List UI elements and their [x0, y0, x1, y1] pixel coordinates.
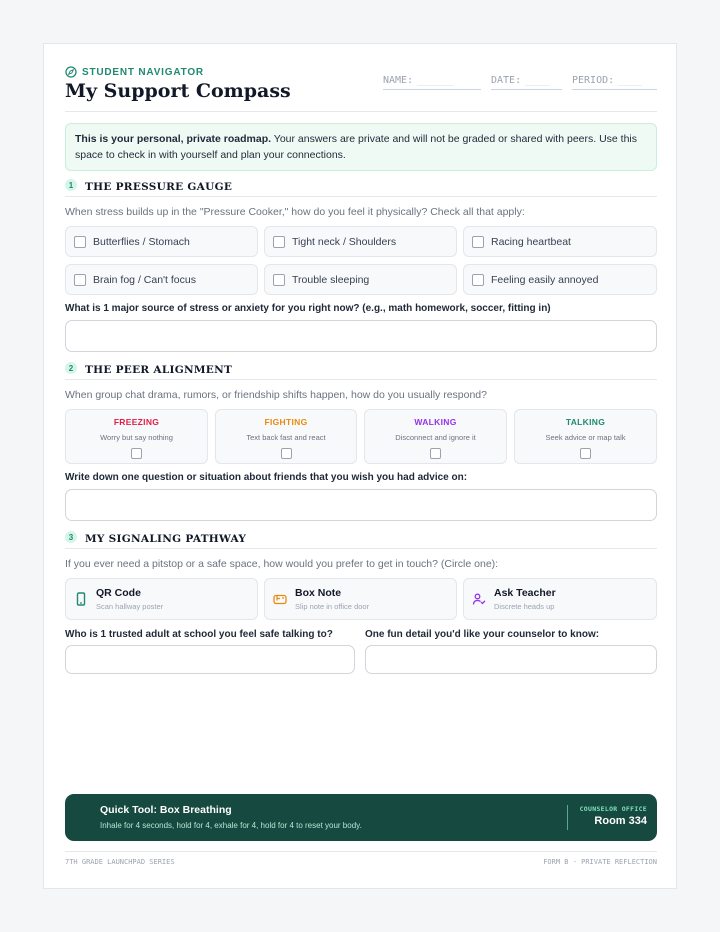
- fun-detail-label: One fun detail you'd like your counselor to know:: [365, 629, 600, 640]
- name-field[interactable]: [383, 75, 481, 90]
- checkbox[interactable]: [273, 274, 285, 286]
- name-label: NAME:: [383, 75, 414, 86]
- option-sub: Slip note in office door: [295, 602, 370, 611]
- intro-callout: [65, 123, 657, 171]
- card-title: FREEZING: [113, 417, 160, 427]
- symptom-option[interactable]: [65, 226, 258, 257]
- counselor-room: Room 334: [594, 815, 647, 827]
- worksheet-page: [43, 43, 677, 889]
- section-3-title: MY SIGNALING PATHWAY: [85, 533, 247, 545]
- fun-detail-input[interactable]: [365, 645, 657, 674]
- symptom-option[interactable]: [463, 226, 657, 257]
- response-cards: [65, 409, 657, 465]
- option-name: QR Code: [96, 587, 141, 599]
- symptom-option[interactable]: [264, 226, 457, 257]
- checkbox[interactable]: [281, 448, 292, 459]
- footer-series: 7TH GRADE LAUNCHPAD SERIES: [65, 858, 175, 866]
- checkbox[interactable]: [430, 448, 441, 459]
- counselor-office-label: COUNSELOR OFFICE: [579, 805, 647, 813]
- intro-bold: This is your personal, private roadmap.: [75, 133, 272, 145]
- checkbox[interactable]: [472, 274, 484, 286]
- section-3-heading: [65, 533, 657, 549]
- banner-divider: [567, 805, 568, 830]
- section-3-prompt: If you ever need a pitstop or a safe space, how would you prefer to get in touch? (Circle one):: [65, 558, 499, 570]
- option-name: Ask Teacher: [494, 587, 556, 599]
- footer-form: FORM B - PRIVATE REFLECTION: [543, 858, 657, 866]
- section-1-prompt: When stress builds up in the "Pressure Cooker," how do you feel it physically? Check all that apply:: [65, 206, 525, 218]
- option-label: Brain fog / Can't focus: [93, 273, 196, 286]
- friend-question-input[interactable]: [65, 489, 657, 521]
- mailbox-icon: [273, 592, 287, 606]
- response-card-talking[interactable]: [514, 409, 657, 464]
- symptom-option[interactable]: [264, 264, 457, 295]
- name-blank: ______: [417, 75, 454, 86]
- checkbox[interactable]: [74, 236, 86, 248]
- date-label: DATE:: [491, 75, 522, 86]
- card-desc: Text back fast and react: [246, 433, 326, 442]
- page-footer: [65, 851, 657, 866]
- banner-title: Quick Tool: Box Breathing: [100, 804, 232, 816]
- checkbox[interactable]: [74, 274, 86, 286]
- option-label: Tight neck / Shoulders: [292, 235, 397, 248]
- qr-phone-icon: [74, 592, 88, 606]
- option-sub: Discrete heads up: [494, 602, 555, 611]
- card-desc: Seek advice or map talk: [545, 433, 626, 442]
- user-check-icon: [472, 592, 486, 606]
- friend-question-label: Write down one question or situation about friends that you wish you had advice on:: [65, 472, 468, 483]
- header-divider: [65, 111, 657, 112]
- period-label: PERIOD:: [572, 75, 615, 86]
- checkbox[interactable]: [472, 236, 484, 248]
- contact-option-ask-teacher[interactable]: [463, 578, 657, 620]
- compass-icon: [65, 66, 77, 78]
- symptom-option[interactable]: [65, 264, 258, 295]
- response-card-freezing[interactable]: [65, 409, 208, 464]
- checkbox[interactable]: [273, 236, 285, 248]
- response-card-walking[interactable]: [364, 409, 507, 464]
- symptom-option[interactable]: [463, 264, 657, 295]
- section-1-title: THE PRESSURE GAUGE: [85, 181, 233, 193]
- banner-desc: Inhale for 4 seconds, hold for 4, exhale for 4, hold for 4 to reset your body.: [100, 821, 362, 830]
- student-info-fields: [383, 75, 657, 90]
- contact-option-qr[interactable]: [65, 578, 258, 620]
- option-sub: Scan hallway poster: [96, 602, 164, 611]
- intro-text: Your answers are private and will not be graded or shared with peers. Use this space to check in with yourself and plan your connections.: [75, 133, 638, 161]
- date-blank: ____: [525, 75, 550, 86]
- card-title: WALKING: [414, 417, 457, 427]
- trusted-adult-label: Who is 1 trusted adult at school you feel safe talking to?: [65, 629, 333, 640]
- card-desc: Worry but say nothing: [100, 433, 173, 442]
- contact-option-box-note[interactable]: [264, 578, 457, 620]
- response-card-fighting[interactable]: [215, 409, 357, 464]
- section-2-title: THE PEER ALIGNMENT: [85, 364, 233, 376]
- section-2-number: 2: [65, 362, 77, 374]
- checkbox[interactable]: [131, 448, 142, 459]
- stress-source-label: What is 1 major source of stress or anxiety for you right now? (e.g., math homework, soccer, fitting in): [65, 303, 551, 314]
- stress-source-input[interactable]: [65, 320, 657, 352]
- option-label: Trouble sleeping: [292, 273, 370, 286]
- option-label: Racing heartbeat: [491, 235, 571, 248]
- checkbox[interactable]: [580, 448, 591, 459]
- section-2-prompt: When group chat drama, rumors, or friendship shifts happen, how do you usually respond?: [65, 389, 487, 401]
- section-2-heading: [65, 364, 657, 380]
- card-desc: Disconnect and ignore it: [395, 433, 476, 442]
- eyebrow-text: STUDENT NAVIGATOR: [82, 66, 204, 78]
- page-title: My Support Compass: [65, 80, 291, 102]
- eyebrow: [65, 66, 204, 78]
- period-field[interactable]: [572, 75, 657, 90]
- section-1-heading: [65, 181, 657, 197]
- section-1-number: 1: [65, 179, 77, 191]
- box-breathing-banner: [65, 794, 657, 841]
- card-title: FIGHTING: [264, 417, 308, 427]
- date-field[interactable]: [491, 75, 562, 90]
- trusted-adult-input[interactable]: [65, 645, 355, 674]
- option-label: Feeling easily annoyed: [491, 273, 599, 286]
- section-3-number: 3: [65, 531, 77, 543]
- option-label: Butterflies / Stomach: [93, 235, 190, 248]
- card-title: TALKING: [565, 417, 606, 427]
- option-name: Box Note: [295, 587, 342, 599]
- period-blank: ____: [618, 75, 643, 86]
